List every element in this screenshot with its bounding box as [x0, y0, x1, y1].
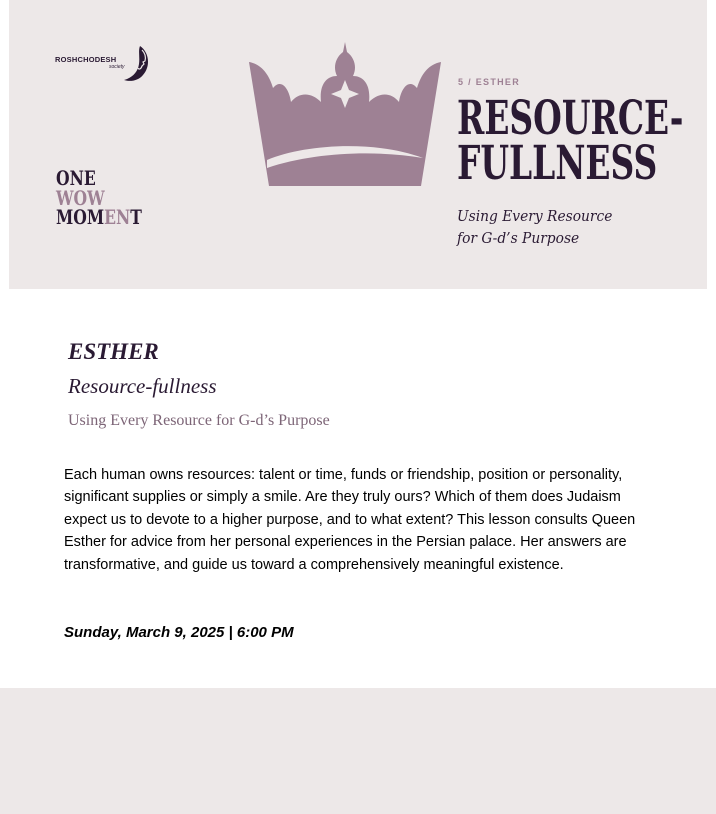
wow-line: MOMENT [56, 205, 142, 229]
wow-line: WOW [56, 185, 105, 210]
banner-tagline [457, 205, 612, 249]
tagline-line-1: Using Every Resource [457, 207, 613, 225]
logo-subtext: society [109, 64, 125, 70]
footer-band [0, 688, 716, 814]
headline-line-2: FULLNESS [457, 136, 658, 191]
banner-headline [457, 91, 684, 191]
logo-text: ROSHCHODESH [55, 55, 117, 64]
event-date: Sunday, March 9, 2025 | 6:00 PM [64, 624, 294, 641]
hero-banner [9, 0, 707, 289]
lesson-number: 5 / ESTHER [458, 77, 521, 87]
lesson-description: Each human owns resources: talent or time, funds or friendship, position or personality, significant supplies or simply a smile. Are they truly ours? Which of them does Judaism expect us to devote to a higher purpose, and to what extent? This lesson consults Queen Esther for advice from her personal experiences in the Persian palace. Her answers are transformative, and guide us toward a comprehensively meaningful existence. [64, 467, 636, 573]
headline-line-1: RESOURCE- [457, 91, 684, 146]
roshchodesh-logo[interactable] [55, 44, 155, 84]
tagline-line-2: for G-d’s Purpose [457, 229, 580, 247]
lesson-subline: Using Every Resource for G-d’s Purpose [68, 412, 330, 429]
lesson-subtitle: Resource-fullness [68, 374, 217, 398]
lesson-title: ESTHER [68, 339, 159, 364]
moon-profile-icon [118, 44, 154, 84]
one-wow-moment-logo [56, 166, 142, 229]
wow-line: ONE [56, 166, 96, 190]
crown-icon [245, 40, 445, 190]
